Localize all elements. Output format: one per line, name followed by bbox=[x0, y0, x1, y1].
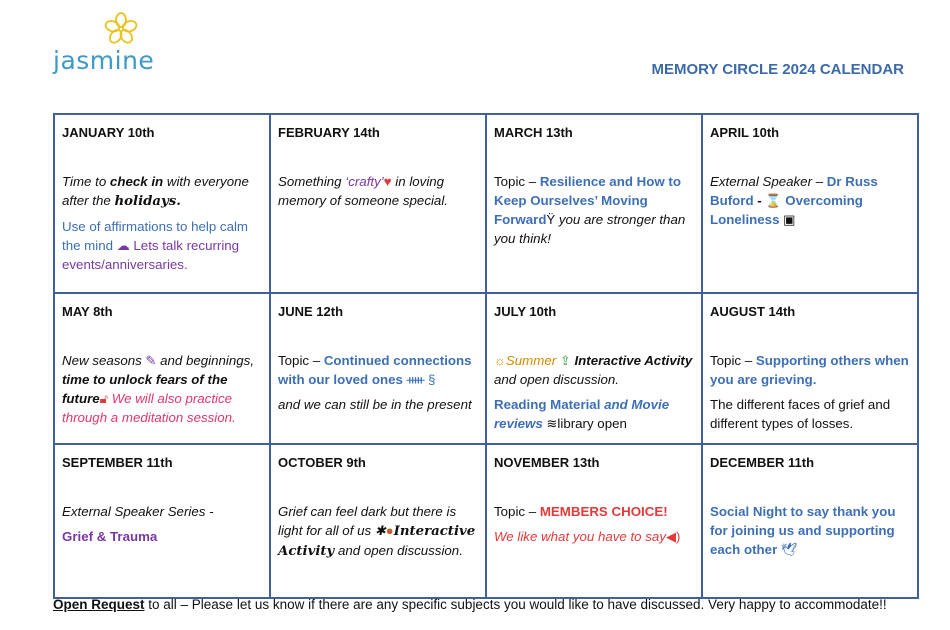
cell-september bbox=[54, 444, 270, 598]
cell-june bbox=[270, 293, 486, 444]
cell-text-pink: We will also practice through a meditation session. bbox=[62, 391, 236, 425]
cell-text-blue-bold: Continued connections with our loved ones bbox=[278, 353, 472, 387]
dove-icon: 🕊︎ bbox=[780, 542, 798, 557]
month-header: OCTOBER 9th bbox=[278, 455, 366, 470]
cell-text: and open discussion. bbox=[334, 543, 463, 558]
cell-march bbox=[486, 114, 702, 293]
cell-may bbox=[54, 293, 270, 444]
cell-text: and we can still be in the present bbox=[278, 397, 472, 412]
month-header: FEBRUARY 14th bbox=[278, 125, 380, 140]
cell-january bbox=[54, 114, 270, 293]
month-header: JULY 10th bbox=[494, 304, 557, 319]
cell-text-blue-bold: Resilience and How to Keep Ourselves’ Moving Forward bbox=[494, 174, 681, 227]
cell-text: External Speaker Series - bbox=[62, 504, 214, 519]
heart-icon: ♥ bbox=[383, 174, 392, 189]
month-header: JANUARY 10th bbox=[62, 125, 155, 140]
month-header: AUGUST 14th bbox=[710, 304, 796, 319]
cell-text-bold: Interactive Activity bbox=[574, 353, 693, 368]
cell-text: Topic – bbox=[278, 353, 324, 368]
month-header: APRIL 10th bbox=[710, 125, 780, 140]
cell-text-orange: Summer bbox=[505, 353, 557, 368]
tray-icon: ⇪ bbox=[559, 353, 571, 368]
cell-text-script: Interactive Activity bbox=[278, 524, 476, 559]
cell-text: in loving memory of someone special. bbox=[278, 174, 448, 208]
cell-text: Grief can feel dark but there is light for all of us bbox=[278, 504, 457, 538]
cell-text-red-bold: MEMBERS CHOICE! bbox=[539, 504, 668, 519]
cell-text: - bbox=[753, 193, 766, 208]
cell-text: External Speaker – bbox=[710, 174, 827, 189]
flower-icon bbox=[103, 12, 139, 46]
cell-text: library open bbox=[557, 416, 627, 431]
cell-text: Time to bbox=[62, 174, 110, 189]
footer-label: Open Request bbox=[53, 597, 145, 612]
cell-text-blue-bold: Social Night to say thank you for joining us and supporting each other bbox=[710, 504, 896, 557]
cell-text-blue-bold: and Movie reviews bbox=[494, 397, 670, 431]
table-row bbox=[54, 114, 918, 293]
unlock-icon: 🔓︎ bbox=[99, 391, 109, 406]
books-icon: ≋ bbox=[546, 416, 558, 431]
jasmine-logo bbox=[53, 12, 155, 75]
cell-text-blue-bold: Reading Material bbox=[494, 397, 601, 412]
family-icon: ᚔ bbox=[406, 372, 425, 387]
cell-text-blue: Use of affirmations to help calm the mind bbox=[62, 219, 248, 253]
cell-text-blue-bold: Dr Russ Buford bbox=[710, 174, 878, 208]
month-header: JUNE 12th bbox=[278, 304, 344, 319]
cell-july bbox=[486, 293, 702, 444]
cell-text-purple: Lets talk recurring events/anniversaries. bbox=[62, 238, 240, 272]
cell-text-blue-bold: Supporting others when you are grieving. bbox=[710, 353, 909, 387]
cell-text-bold: time to unlock fears of the future bbox=[62, 372, 228, 406]
month-header: SEPTEMBER 11th bbox=[62, 455, 173, 470]
month-header: MAY 8th bbox=[62, 304, 113, 319]
footer-text: to all – Please let us know if there are any specific subjects you would like to have discussed. Very happy to accommodate!! bbox=[144, 597, 887, 612]
cell-april bbox=[702, 114, 918, 293]
frame-icon: ▣ bbox=[783, 212, 796, 227]
cell-text: Topic – bbox=[494, 504, 540, 519]
brain-icon: ☁ bbox=[116, 238, 130, 253]
plant-icon: Ÿ bbox=[546, 212, 556, 227]
cell-october bbox=[270, 444, 486, 598]
cell-text-script: holidays. bbox=[114, 194, 181, 209]
lantern-icon: ● bbox=[385, 523, 394, 538]
footer-note bbox=[53, 597, 887, 612]
cell-text: New seasons bbox=[62, 353, 146, 368]
cell-text: with everyone after the bbox=[62, 174, 249, 208]
table-row bbox=[54, 444, 918, 598]
cell-february bbox=[270, 114, 486, 293]
cell-text: and beginnings, bbox=[156, 353, 255, 368]
month-header: MARCH 13th bbox=[494, 125, 573, 140]
sun-icon: ☼ bbox=[494, 353, 506, 368]
cell-text: The different faces of grief and different types of losses. bbox=[710, 397, 891, 431]
cell-text: Something bbox=[278, 174, 346, 189]
calendar-table bbox=[53, 113, 919, 599]
cell-text-purple-bold: Grief & Trauma bbox=[62, 529, 158, 544]
hourglass-icon: ⌛ bbox=[765, 193, 782, 208]
megaphone-icon: ◀) bbox=[665, 529, 681, 544]
cell-august bbox=[702, 293, 918, 444]
cell-november bbox=[486, 444, 702, 598]
cell-text: and open discussion. bbox=[494, 372, 619, 387]
page-title: MEMORY CIRCLE 2024 CALENDAR bbox=[651, 61, 904, 78]
cell-text: Topic – bbox=[710, 353, 756, 368]
ribbon-icon: § bbox=[428, 372, 436, 387]
spider-web-icon: ✱ bbox=[374, 523, 386, 538]
month-header: DECEMBER 11th bbox=[710, 455, 815, 470]
cell-text: you are stronger than you think! bbox=[494, 212, 686, 246]
cell-text-blue-bold: Overcoming Loneliness bbox=[710, 193, 863, 227]
cell-text: Topic – bbox=[494, 174, 540, 189]
cell-text-bold: check in bbox=[109, 174, 164, 189]
cell-text-red: We like what you have to say bbox=[494, 529, 666, 544]
cell-text-purple: ‘crafty’ bbox=[345, 174, 384, 189]
month-header: NOVEMBER 13th bbox=[494, 455, 600, 470]
table-row bbox=[54, 293, 918, 444]
cell-december bbox=[702, 444, 918, 598]
logo-text: jasmine bbox=[53, 46, 155, 75]
wand-icon: ✎ bbox=[145, 353, 157, 368]
